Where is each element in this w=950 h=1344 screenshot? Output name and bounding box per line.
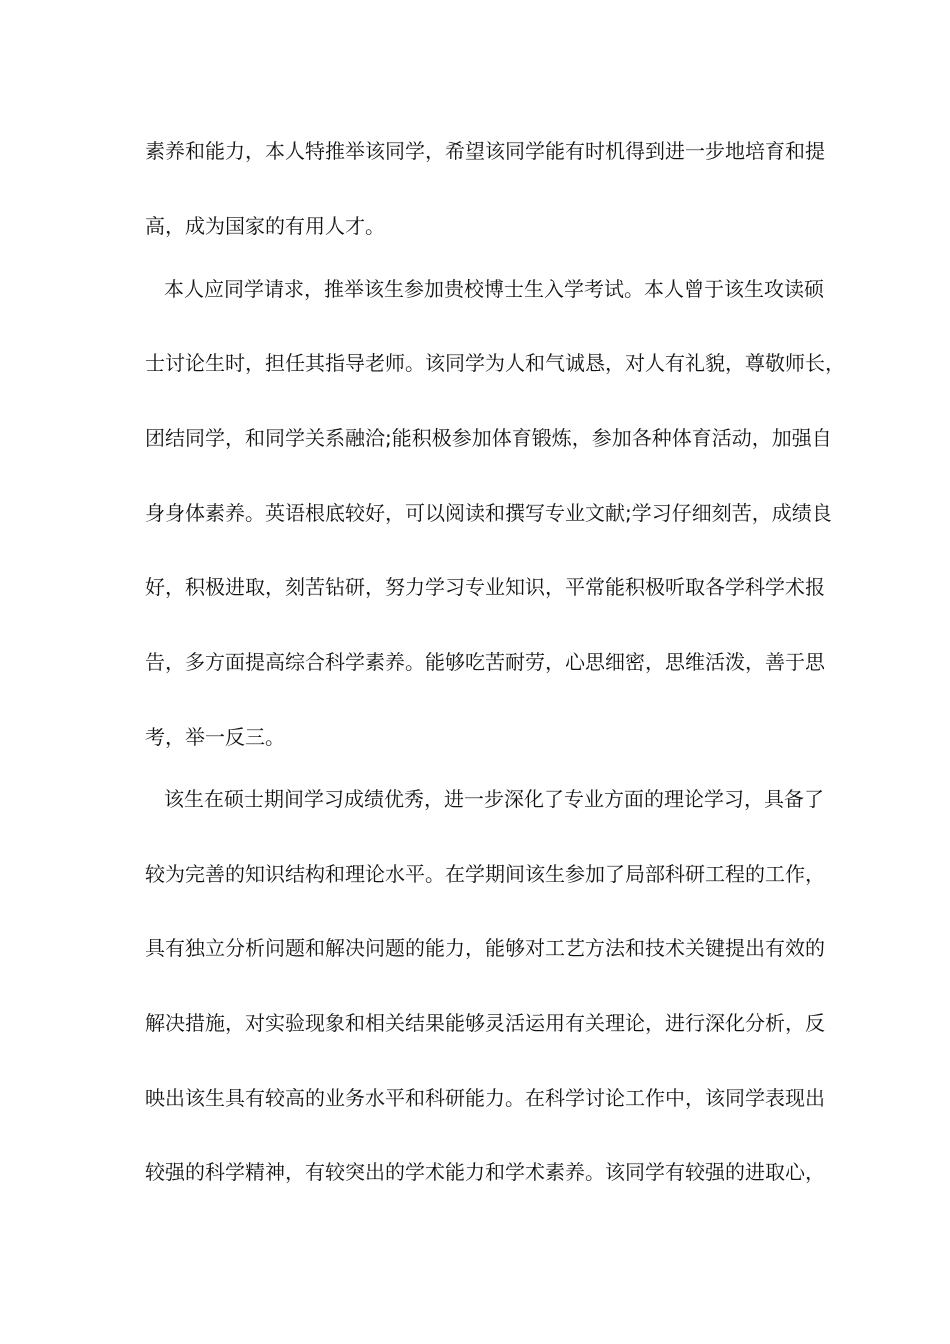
text-line-14: 映出该生具有较高的业务水平和科研能力。在科学讨论工作中，该同学表现出	[145, 1086, 825, 1110]
text-line-7: 好，积极进取，刻苦钻研，努力学习专业知识，平常能积极听取各学科学术报	[145, 575, 825, 599]
text-line-6: 身身体素养。英语根底较好，可以阅读和撰写专业文献;学习仔细刻苦，成绩良	[145, 501, 832, 525]
text-line-11: 较为完善的知识结构和理论水平。在学期间该生参加了局部科研工程的工作，	[145, 862, 825, 886]
text-line-1: 素养和能力，本人特推举该同学，希望该同学能有时机得到进一步地培育和提	[145, 139, 825, 163]
paragraph-start-line-3: 本人应同学请求，推举该生参加贵校博士生入学考试。本人曾于该生攻读硕	[164, 277, 824, 301]
paragraph-start-line-10: 该生在硕士期间学习成绩优秀，进一步深化了专业方面的理论学习，具备了	[164, 787, 824, 811]
text-line-15: 较强的科学精神，有较突出的学术能力和学术素养。该同学有较强的进取心，	[145, 1160, 825, 1184]
text-line-12: 具有独立分析问题和解决问题的能力，能够对工艺方法和技术关键提出有效的	[145, 936, 825, 960]
text-line-5: 团结同学，和同学关系融洽;能积极参加体育锻炼，参加各种体育活动，加强自	[145, 426, 832, 450]
text-line-2: 高，成为国家的有用人才。	[145, 214, 385, 238]
text-line-8: 告，多方面提高综合科学素养。能够吃苦耐劳，心思细密，思维活泼，善于思	[145, 650, 825, 674]
text-line-9: 考，举一反三。	[145, 725, 285, 749]
text-line-4: 士讨论生时，担任其指导老师。该同学为人和气诚恳，对人有礼貌，尊敬师长，	[145, 351, 845, 375]
text-line-13: 解决措施，对实验现象和相关结果能够灵活运用有关理论，进行深化分析，反	[145, 1011, 825, 1035]
